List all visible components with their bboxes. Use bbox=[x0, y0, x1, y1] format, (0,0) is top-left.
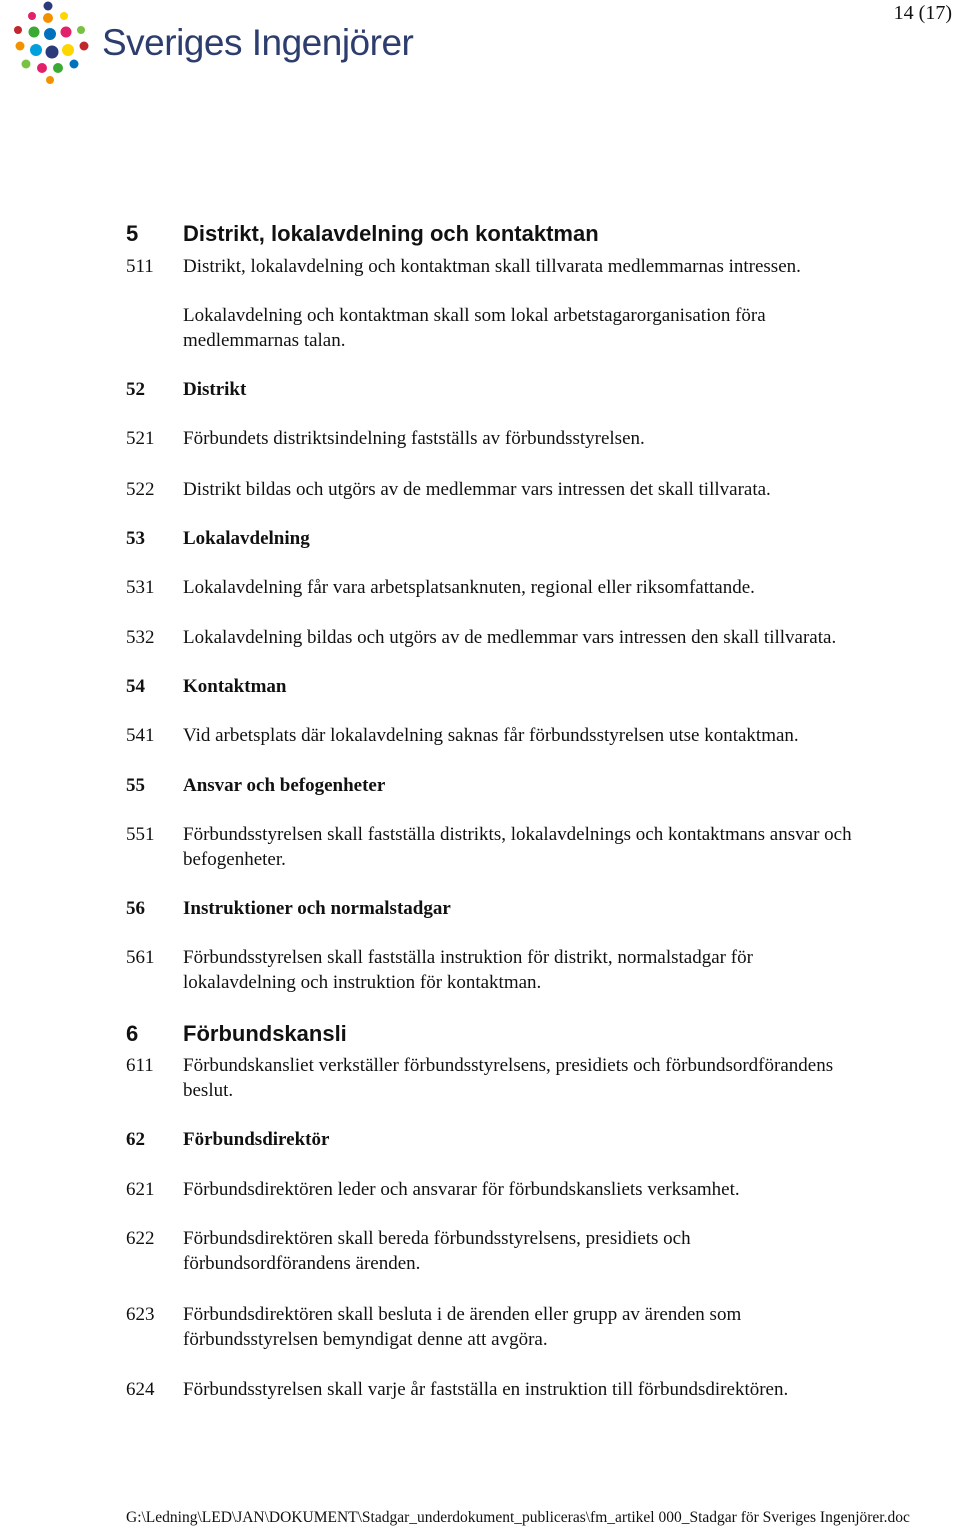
page-number: 14 (17) bbox=[893, 2, 952, 24]
section-number: 561 bbox=[126, 947, 155, 968]
section-number: 623 bbox=[126, 1304, 155, 1325]
section-number: 622 bbox=[126, 1228, 155, 1249]
section-text: Distrikt, lokalavdelning och kontaktman skall tillvarata medlemmarnas intressen. bbox=[183, 256, 801, 277]
section-number: 522 bbox=[126, 479, 155, 500]
section-text: Förbundskansliet verkställer förbundsstyrelsens, presidiets och förbundsordförandens bbox=[183, 1055, 834, 1076]
section-number: 54 bbox=[126, 676, 145, 697]
section-text: förbundsstyrelsen bemyndigat denne att avgöra. bbox=[183, 1329, 548, 1350]
section-text: Förbundsstyrelsen skall fastställa instruktion för distrikt, normalstadgar för bbox=[183, 947, 753, 968]
section-text: Lokalavdelning bildas och utgörs av de medlemmar vars intressen den skall tillvarata. bbox=[183, 627, 837, 648]
section-text: Distrikt bildas och utgörs av de medlemmar vars intressen det skall tillvarata. bbox=[183, 479, 771, 500]
section-number: 62 bbox=[126, 1129, 145, 1150]
section-text: Förbundets distriktsindelning fastställs av förbundsstyrelsen. bbox=[183, 428, 645, 449]
section-text: Förbundsstyrelsen skall varje år fastställa en instruktion till förbundsdirektören. bbox=[183, 1379, 789, 1400]
section-number: 521 bbox=[126, 428, 155, 449]
section-heading: Förbundsdirektör bbox=[183, 1129, 330, 1150]
section-text: Förbundsdirektören skall bereda förbundsstyrelsens, presidiets och bbox=[183, 1228, 691, 1249]
section-text: Förbundsdirektören skall besluta i de ärenden eller grupp av ärenden som bbox=[183, 1304, 742, 1325]
section-heading: Kontaktman bbox=[183, 676, 287, 697]
section-heading: Lokalavdelning bbox=[183, 528, 310, 549]
section-number: 5 bbox=[126, 221, 139, 246]
section-heading: Förbundskansli bbox=[183, 1021, 347, 1046]
section-text: befogenheter. bbox=[183, 849, 286, 870]
section-number: 531 bbox=[126, 577, 155, 598]
section-heading: Distrikt bbox=[183, 379, 247, 400]
section-number: 55 bbox=[126, 775, 145, 796]
section-heading: Ansvar och befogenheter bbox=[183, 775, 386, 796]
section-text: beslut. bbox=[183, 1080, 234, 1101]
logo-text: Sveriges Ingenjörer bbox=[102, 22, 414, 63]
section-heading: Distrikt, lokalavdelning och kontaktman bbox=[183, 221, 599, 246]
section-heading: Instruktioner och normalstadgar bbox=[183, 898, 451, 919]
section-text: Lokalavdelning får vara arbetsplatsanknuten, regional eller riksomfattande. bbox=[183, 577, 755, 598]
section-number: 624 bbox=[126, 1379, 155, 1400]
footer-file-path: G:\Ledning\LED\JAN\DOKUMENT\Stadgar_underdokument_publiceras\fm_artikel 000_Stadgar för Sveriges Ingenjörer.doc bbox=[126, 1509, 910, 1526]
section-number: 611 bbox=[126, 1055, 154, 1076]
section-number: 56 bbox=[126, 898, 145, 919]
section-number: 532 bbox=[126, 627, 155, 648]
section-number: 541 bbox=[126, 725, 155, 746]
section-text: Lokalavdelning och kontaktman skall som lokal arbetstagarorganisation föra bbox=[183, 305, 766, 326]
section-number: 53 bbox=[126, 528, 145, 549]
sveriges-ingenjorer-logo bbox=[6, 0, 414, 88]
section-text: lokalavdelning och instruktion för kontaktman. bbox=[183, 972, 542, 993]
logo-dots-icon bbox=[6, 0, 98, 88]
section-number: 511 bbox=[126, 256, 154, 277]
section-number: 52 bbox=[126, 379, 145, 400]
section-text: Vid arbetsplats där lokalavdelning saknas får förbundsstyrelsen utse kontaktman. bbox=[183, 725, 799, 746]
section-text: Förbundsstyrelsen skall fastställa distrikts, lokalavdelnings och kontaktmans ansvar och bbox=[183, 824, 852, 845]
section-text: förbundsordförandens ärenden. bbox=[183, 1253, 421, 1274]
section-text: medlemmarnas talan. bbox=[183, 330, 346, 351]
section-number: 551 bbox=[126, 824, 155, 845]
section-number: 621 bbox=[126, 1179, 155, 1200]
section-text: Förbundsdirektören leder och ansvarar för förbundskansliets verksamhet. bbox=[183, 1179, 740, 1200]
section-number: 6 bbox=[126, 1021, 139, 1046]
